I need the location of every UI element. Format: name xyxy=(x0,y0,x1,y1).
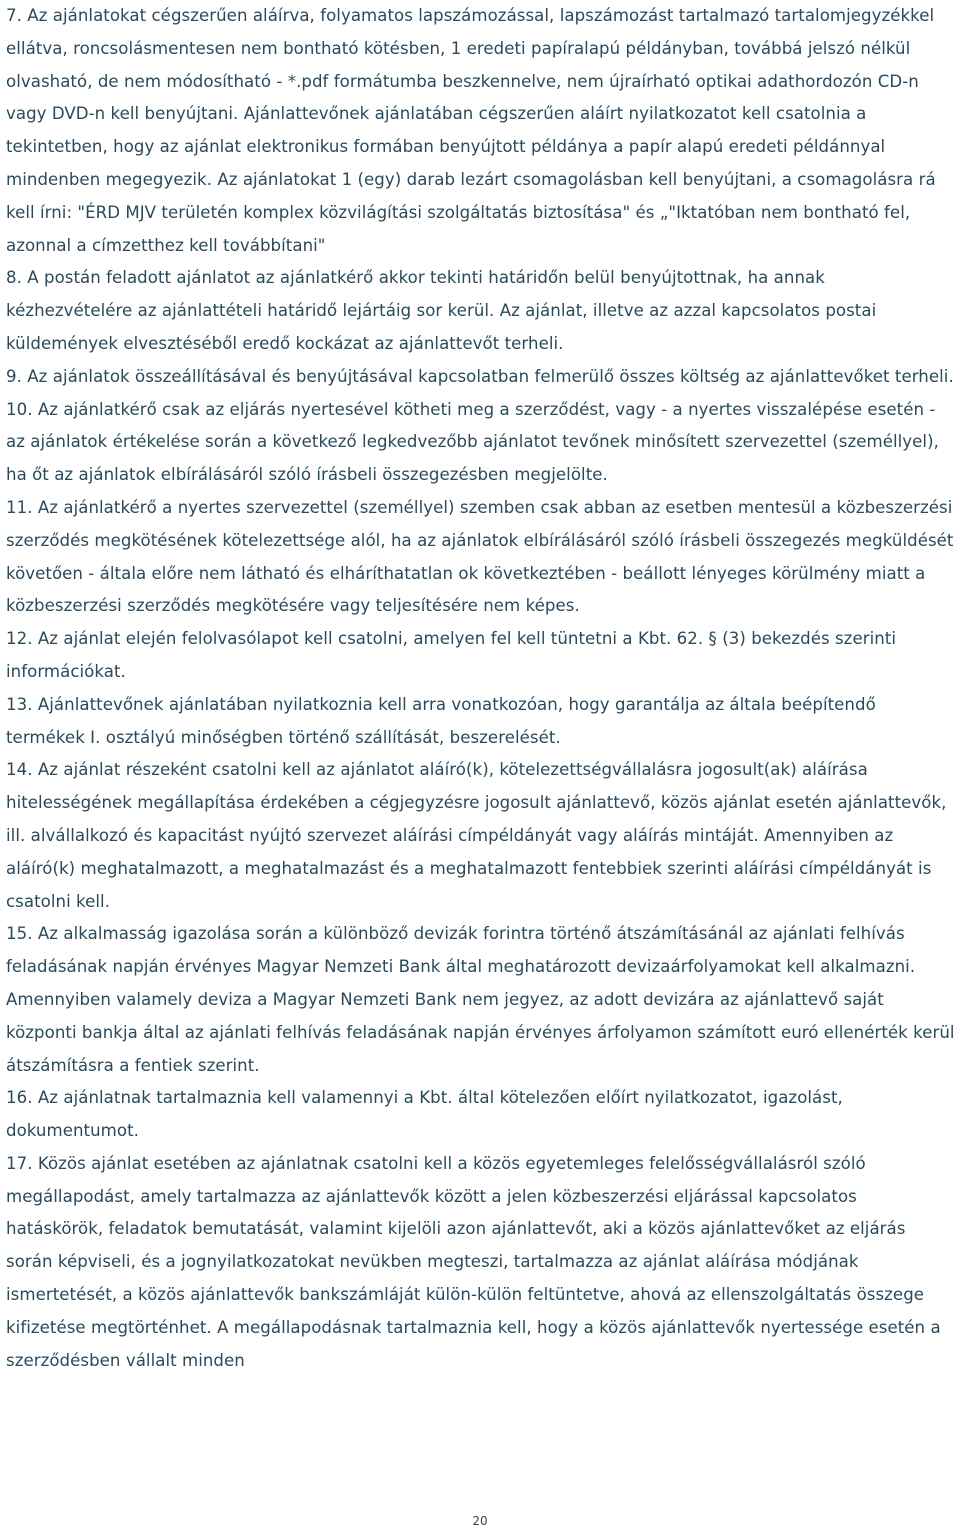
page-number: 20 xyxy=(472,1514,488,1528)
document-body xyxy=(6,0,956,1377)
paragraph-8: 8. A postán feladott ajánlatot az ajánlatkérő akkor tekinti határidőn belül benyújtottnak, ha annak kézhezvételére az ajánlattételi határidő lejártáig sor kerül. Az ajánlat, illetve az azzal kapcsolatos postai küldemények elvesztéséből eredő kockázat az ajánlattevőt terheli. xyxy=(6,268,877,353)
paragraph-11: 11. Az ajánlatkérő a nyertes szervezettel (személlyel) szemben csak abban az esetben mentesül a közbeszerzési szerződés megkötésének kötelezettsége alól, ha az ajánlatok elbírálásáról szóló írásbeli összegezés megküldését követően - általa előre nem látható és elháríthatatlan ok következtében - beállott lényeges körülmény miatt a közbeszerzési szerződés megkötésére vagy teljesítésére nem képes. xyxy=(6,497,954,616)
paragraph-9: 9. Az ajánlatok összeállításával és benyújtásával kapcsolatban felmerülő összes költség az ajánlattevőket terheli. xyxy=(6,366,954,386)
paragraph-10: 10. Az ajánlatkérő csak az eljárás nyertesével kötheti meg a szerződést, vagy - a nyertes visszalépése esetén - az ajánlatok értékelése során a következő legkedvezőbb ajánlatot tevőnek minősített szervezettel (személlyel), ha őt az ajánlatok elbírálásáról szóló írásbeli összegezésben megjelölte. xyxy=(6,399,939,485)
paragraph-15: 15. Az alkalmasság igazolása során a különböző devizák forintra történő átszámításánál az ajánlati felhívás feladásának napján érvényes Magyar Nemzeti Bank által meghatározott devizaárfolyamokat kell alkalmazni. Amennyiben valamely deviza a Magyar Nemzeti Bank nem jegyez, az adott devizára az ajánlattevő saját központi bankja által az ajánlati felhívás feladásának napján érvényes árfolyamon számított euró ellenérték kerül átszámításra a fentiek szerint. xyxy=(6,924,955,1075)
paragraph-13: 13. Ajánlattevőnek ajánlatában nyilatkoznia kell arra vonatkozóan, hogy garantálja az általa beépítendő termékek I. osztályú minőségben történő szállítását, beszerelését. xyxy=(6,694,876,747)
paragraph-7: 7. Az ajánlatokat cégszerűen aláírva, folyamatos lapszámozással, lapszámozást tartalmazó tartalomjegyzékkel ellátva, roncsolásmentesen nem bontható kötésben, 1 eredeti papíralapú példányban, továbbá jelszó nélkül olvasható, de nem módosítható - *.pdf formátumba beszkennelve, nem újraírható optikai adathordozón CD-n vagy DVD-n kell benyújtani. Ajánlattevőnek ajánlatában cégszerűen aláírt nyilatkozatot kell csatolnia a tekintetben, hogy az ajánlat elektronikus formában benyújtott példánya a papír alapú eredeti példánnyal mindenben megegyezik. Az ajánlatokat 1 (egy) darab lezárt csomagolásban kell benyújtani, a csomagolásra rá kell írni: "ÉRD MJV területén komplex közvilágítási szolgáltatás biztosítása" és „"Iktatóban nem bontható fel, azonnal a címzetthez kell továbbítani" xyxy=(6,6,936,255)
paragraph-14: 14. Az ajánlat részeként csatolni kell az ajánlatot aláíró(k), kötelezettségvállalásra jogosult(ak) aláírása hitelességének megállapítása érdekében a cégjegyzésre jogosult ajánlattevő, közös ajánlat esetén ajánlattevők, ill. alvállalkozó és kapacitást nyújtó szervezet aláírási címpéldányát vagy aláírás mintáját. Amennyiben az aláíró(k) meghatalmazott, a meghatalmazást és a meghatalmazott fentebbiek szerinti aláírási címpéldányát is csatolni kell. xyxy=(6,760,947,911)
paragraph-17: 17. Közös ajánlat esetében az ajánlatnak csatolni kell a közös egyetemleges felelősségvállalásról szóló megállapodást, amely tartalmazza az ajánlattevők között a jelen közbeszerzési eljárással kapcsolatos hatáskörök, feladatok bemutatását, valamint kijelöli azon ajánlattevőt, aki a közös ajánlattevőket az eljárás során képviseli, és a jognyilatkozatokat nevükben megteszi, tartalmazza az ajánlat aláírása módjának ismertetését, a közös ajánlattevők bankszámláját külön-külön feltüntetve, ahová az ellenszolgáltatás összege kifizetése megtörténhet. A megállapodásnak tartalmaznia kell, hogy a közös ajánlattevők nyertessége esetén a szerződésben vállalt minden xyxy=(6,1153,941,1370)
paragraph-12: 12. Az ajánlat elején felolvasólapot kell csatolni, amelyen fel kell tüntetni a Kbt. 62. § (3) bekezdés szerinti információkat. xyxy=(6,629,897,681)
paragraph-16: 16. Az ajánlatnak tartalmaznia kell valamennyi a Kbt. által kötelezően előírt nyilatkozatot, igazolást, dokumentumot. xyxy=(6,1088,843,1141)
